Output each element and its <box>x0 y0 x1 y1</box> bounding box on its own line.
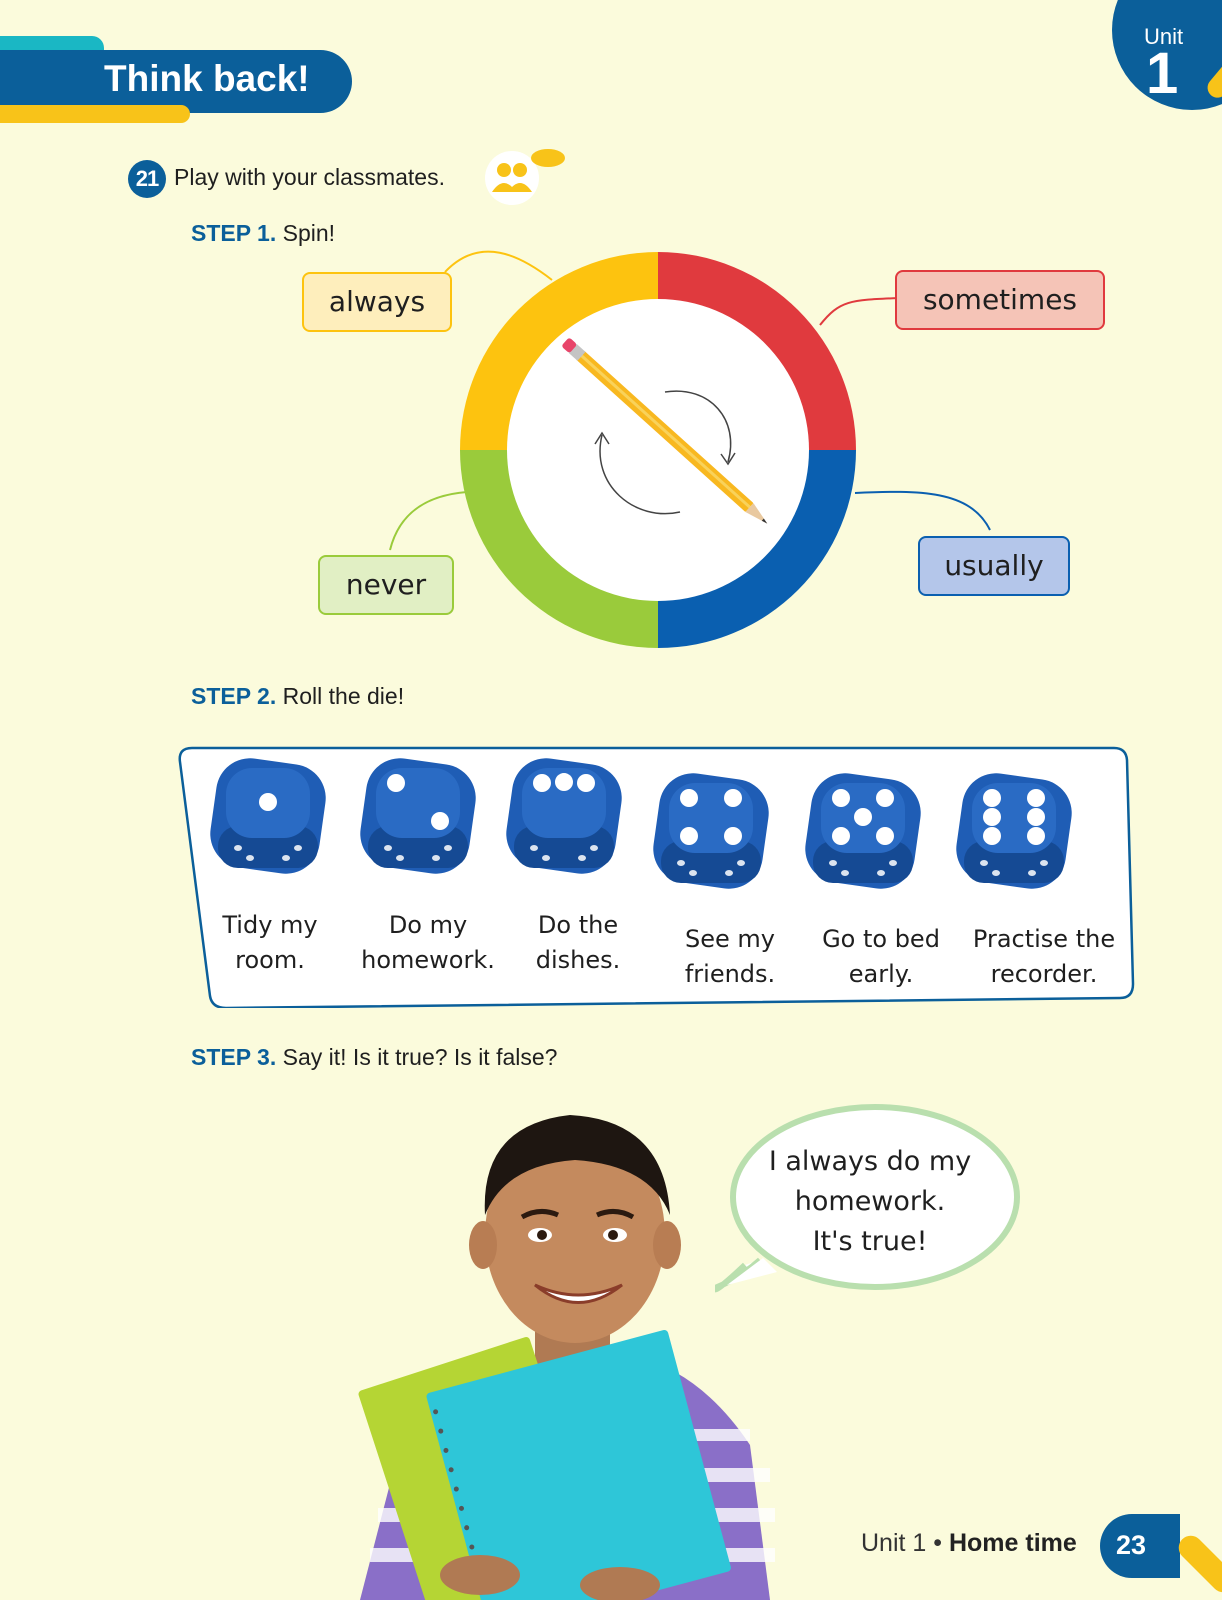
speech-text <box>755 1142 985 1262</box>
die-side-pip <box>889 860 897 866</box>
activity-number: 21 <box>128 160 166 198</box>
die-side-pip <box>530 845 538 851</box>
die-side-pip <box>246 855 254 861</box>
die-side-pip <box>841 870 849 876</box>
die-side-pip <box>590 845 598 851</box>
die-pip <box>577 774 595 792</box>
die-4-label-line2: friends. <box>684 960 776 988</box>
die-6-icon[interactable] <box>952 769 1076 893</box>
step-3-label: STEP 3. <box>191 1044 277 1070</box>
section-title: Think back! <box>104 58 310 99</box>
step-3 <box>191 1044 557 1071</box>
die-2-label-line1: Do my <box>388 911 468 939</box>
die-pip <box>854 808 872 826</box>
die-side-pip <box>992 870 1000 876</box>
unit-number: 1 <box>1146 41 1179 106</box>
die-2-icon[interactable] <box>356 754 480 878</box>
die-5-label-line1: Go to bed <box>822 925 940 953</box>
banner-accent-yellow <box>0 105 190 123</box>
die-pip <box>876 827 894 845</box>
connector-always <box>445 252 552 280</box>
word-never: never <box>318 555 454 615</box>
spinner-wheel[interactable] <box>460 252 856 648</box>
die-side-pip <box>737 860 745 866</box>
step-1-label: STEP 1. <box>191 220 277 246</box>
die-pip <box>259 793 277 811</box>
die-pip <box>1027 808 1045 826</box>
step-2 <box>191 683 404 710</box>
die-pip <box>983 827 1001 845</box>
die-pip <box>983 789 1001 807</box>
speech-line-3: It's true! <box>812 1226 928 1257</box>
die-side-pip <box>980 860 988 866</box>
die-pip <box>680 827 698 845</box>
die-5-label <box>806 922 956 992</box>
die-pip <box>431 812 449 830</box>
speech-line-1: I always do my <box>768 1146 972 1177</box>
die-6-label-line2: recorder. <box>990 960 1098 988</box>
die-pip <box>724 789 742 807</box>
die-3-label-line2: dishes. <box>535 946 621 974</box>
die-pip <box>724 827 742 845</box>
die-3-label <box>503 908 653 978</box>
die-1-label <box>195 908 345 978</box>
die-4-label-line1: See my <box>685 925 775 953</box>
die-2-label <box>350 908 506 978</box>
footer-separator: • <box>933 1529 943 1557</box>
footer-unit: Unit 1 <box>861 1529 927 1557</box>
die-side-pip <box>725 870 733 876</box>
die-side-pip <box>444 845 452 851</box>
connector-usually <box>855 492 990 530</box>
die-side-pip <box>542 855 550 861</box>
word-always: always <box>302 272 452 332</box>
speech-line-2: homework. <box>794 1186 946 1217</box>
step-2-text: Roll the die! <box>282 683 405 709</box>
die-pip <box>680 789 698 807</box>
die-5-label-line2: early. <box>848 960 914 988</box>
die-side-pip <box>877 870 885 876</box>
step-1-text: Spin! <box>282 220 336 246</box>
die-4-label <box>655 922 805 992</box>
die-pip <box>832 789 850 807</box>
die-side-pip <box>282 855 290 861</box>
pair-work-icon <box>484 146 566 208</box>
page-accent-yellow <box>1174 1531 1222 1597</box>
die-pip <box>1027 789 1045 807</box>
activity-instruction: Play with your classmates. <box>174 164 445 190</box>
die-1-icon[interactable] <box>206 754 330 878</box>
die-side-pip <box>677 860 685 866</box>
die-side-pip <box>578 855 586 861</box>
die-1-label-line2: room. <box>235 946 305 974</box>
spinner-center <box>507 299 809 601</box>
die-pip <box>876 789 894 807</box>
die-pip <box>533 774 551 792</box>
die-side-pip <box>432 855 440 861</box>
die-side-pip <box>829 860 837 866</box>
die-side-pip <box>384 845 392 851</box>
die-side-pip <box>689 870 697 876</box>
footer-title: Home time <box>948 1529 1077 1557</box>
connector-sometimes <box>820 298 900 325</box>
die-side-pip <box>234 845 242 851</box>
die-side-pip <box>396 855 404 861</box>
word-sometimes: sometimes <box>895 270 1105 330</box>
unit-label: Unit <box>1144 24 1184 49</box>
word-usually: usually <box>918 536 1070 596</box>
die-2-label-line2: homework. <box>361 946 495 974</box>
die-pip <box>832 827 850 845</box>
connector-never <box>390 492 467 550</box>
die-pip <box>983 808 1001 826</box>
footer-unit-title <box>861 1529 1077 1558</box>
step-2-label: STEP 2. <box>191 683 277 709</box>
die-pip <box>1027 827 1045 845</box>
die-3-label-line1: Do the <box>537 911 619 939</box>
step-3-text: Say it! Is it true? Is it false? <box>282 1044 558 1070</box>
die-6-label-line1: Practise the <box>972 925 1116 953</box>
die-side-pip <box>1040 860 1048 866</box>
die-pip <box>555 773 573 791</box>
die-side-pip <box>294 845 302 851</box>
die-5-icon[interactable] <box>801 769 925 893</box>
die-3-icon[interactable] <box>502 754 626 878</box>
page-number: 23 <box>1116 1530 1147 1560</box>
die-1-label-line1: Tidy my <box>222 911 318 939</box>
die-pip <box>387 774 405 792</box>
die-side-pip <box>1028 870 1036 876</box>
die-4-icon[interactable] <box>649 769 773 893</box>
die-6-label <box>964 922 1124 992</box>
